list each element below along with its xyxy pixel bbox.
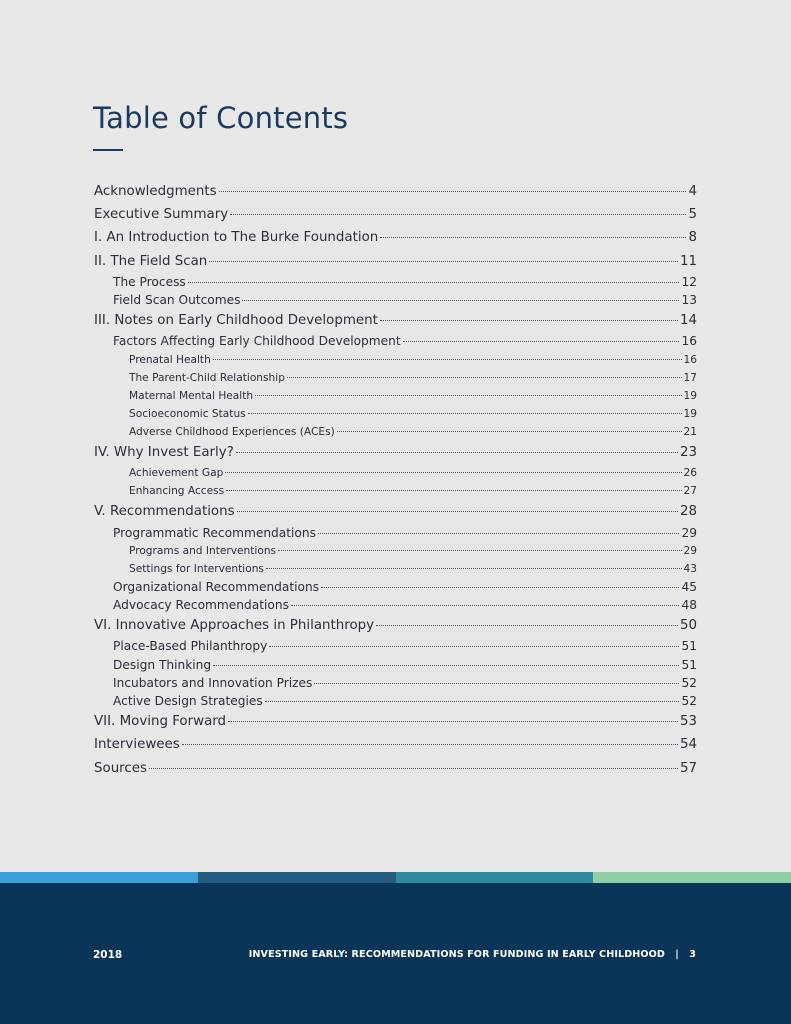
toc-entry-page: 13: [681, 292, 697, 307]
toc-entry-label: Maternal Mental Health: [129, 389, 254, 402]
toc-entry-label: II. The Field Scan: [94, 253, 208, 269]
toc-entry-page: 52: [681, 675, 697, 690]
toc-entry-page: 5: [688, 207, 697, 223]
toc-dot-leader: [265, 701, 680, 702]
toc-entry[interactable]: [94, 524, 697, 542]
toc-entry-page: 14: [679, 313, 697, 329]
toc-entry-label: Organizational Recommendations: [113, 579, 320, 594]
toc-entry-label: Active Design Strategies: [113, 694, 263, 709]
toc-dot-leader: [376, 625, 678, 626]
toc-dot-leader: [321, 587, 679, 588]
toc-entry-label: Settings for Interventions: [129, 562, 264, 575]
toc-entry-page: 45: [681, 579, 697, 594]
toc-entry-page: 16: [683, 353, 697, 366]
color-stripe: [396, 872, 594, 883]
toc-dot-leader: [209, 261, 678, 262]
toc-dot-leader: [225, 472, 681, 473]
toc-entry-page: 12: [681, 274, 697, 289]
table-of-contents: [94, 180, 697, 780]
toc-entry-page: 4: [688, 184, 697, 199]
toc-entry-label: Socioeconomic Status: [129, 407, 246, 420]
toc-dot-leader: [291, 605, 680, 606]
toc-entry-page: 8: [688, 230, 697, 246]
color-stripe: [0, 872, 198, 883]
toc-dot-leader: [255, 395, 681, 396]
toc-entry-page: 53: [679, 714, 697, 730]
toc-entry[interactable]: [94, 351, 697, 369]
toc-dot-leader: [380, 237, 686, 238]
toc-entry[interactable]: [94, 500, 697, 523]
toc-dot-leader: [188, 282, 680, 283]
toc-entry-label: Prenatal Health: [129, 353, 211, 366]
toc-entry-label: Sources: [94, 760, 147, 776]
toc-entry-label: Place-Based Philanthropy: [113, 639, 268, 654]
toc-entry[interactable]: [94, 405, 697, 423]
toc-dot-leader: [337, 431, 682, 432]
toc-entry-page: 26: [683, 467, 697, 480]
toc-entry-label: Factors Affecting Early Childhood Development: [113, 334, 401, 349]
toc-entry-page: 19: [683, 407, 697, 420]
toc-entry-label: Incubators and Innovation Prizes: [113, 675, 313, 690]
toc-entry-label: Programmatic Recommendations: [113, 525, 316, 540]
toc-entry-label: VI. Innovative Approaches in Philanthropy: [94, 618, 375, 634]
toc-entry-label: Achievement Gap: [129, 467, 224, 480]
toc-entry[interactable]: [94, 757, 697, 780]
toc-dot-leader: [149, 768, 678, 769]
toc-dot-leader: [219, 191, 687, 192]
toc-dot-leader: [318, 533, 680, 534]
toc-entry[interactable]: [94, 482, 697, 500]
toc-entry-page: 50: [679, 618, 697, 634]
toc-entry-label: Advocacy Recommendations: [113, 598, 289, 613]
toc-entry[interactable]: [94, 226, 697, 249]
toc-entry[interactable]: [94, 596, 697, 614]
toc-entry-label: III. Notes on Early Childhood Development: [94, 313, 378, 329]
toc-entry-label: Design Thinking: [113, 657, 212, 672]
toc-entry[interactable]: [94, 423, 697, 441]
toc-entry-label: Adverse Childhood Experiences (ACEs): [129, 425, 335, 438]
toc-entry[interactable]: [94, 369, 697, 387]
toc-entry-label: VII. Moving Forward: [94, 714, 227, 730]
toc-entry-label: Programs and Interventions: [129, 544, 277, 557]
toc-entry-page: 54: [679, 737, 697, 753]
toc-dot-leader: [228, 721, 678, 722]
toc-entry[interactable]: [94, 578, 697, 596]
toc-dot-leader: [230, 214, 686, 215]
toc-dot-leader: [403, 341, 680, 342]
footer-title: INVESTING EARLY: RECOMMENDATIONS FOR FUNDING IN EARLY CHILDHOOD | 3: [248, 949, 696, 960]
toc-entry[interactable]: [94, 560, 697, 578]
toc-entry-label: Interviewees: [94, 737, 180, 753]
toc-entry-page: 29: [683, 544, 697, 557]
toc-entry-page: 29: [681, 525, 697, 540]
toc-entry-label: Enhancing Access: [129, 485, 225, 498]
footer-year: 2018: [93, 949, 123, 961]
toc-entry[interactable]: [94, 656, 697, 674]
toc-entry-page: 52: [681, 694, 697, 709]
toc-dot-leader: [213, 665, 679, 666]
toc-entry-page: 16: [681, 334, 697, 349]
toc-entry-label: The Process: [113, 274, 186, 289]
toc-dot-leader: [380, 320, 678, 321]
toc-dot-leader: [242, 300, 679, 301]
toc-entry-label: I. An Introduction to The Burke Foundation: [94, 230, 379, 246]
toc-entry-page: 51: [681, 639, 697, 654]
toc-entry[interactable]: [94, 733, 697, 756]
toc-entry[interactable]: [94, 674, 697, 692]
toc-entry-page: 57: [679, 760, 697, 776]
toc-dot-leader: [226, 490, 681, 491]
toc-entry-page: 43: [683, 562, 697, 575]
toc-entry-page: 21: [683, 425, 697, 438]
toc-entry-label: Executive Summary: [94, 207, 229, 223]
toc-entry-label: The Parent-Child Relationship: [129, 371, 285, 384]
toc-entry-page: 28: [679, 504, 697, 520]
toc-dot-leader: [314, 683, 679, 684]
toc-entry[interactable]: [94, 441, 697, 464]
toc-entry[interactable]: [94, 542, 697, 560]
toc-entry-label: Field Scan Outcomes: [113, 292, 241, 307]
toc-entry[interactable]: [94, 250, 697, 273]
toc-entry[interactable]: [94, 387, 697, 405]
toc-entry[interactable]: [94, 710, 697, 733]
color-stripe-bar: [0, 872, 791, 883]
toc-dot-leader: [287, 377, 682, 378]
toc-entry-page: 48: [681, 598, 697, 613]
toc-entry-page: 17: [683, 371, 697, 384]
toc-entry-label: V. Recommendations: [94, 504, 235, 520]
toc-entry[interactable]: [94, 464, 697, 482]
color-stripe: [593, 872, 791, 883]
toc-dot-leader: [213, 359, 682, 360]
toc-entry-page: 23: [679, 444, 697, 460]
toc-entry[interactable]: [94, 291, 697, 309]
toc-dot-leader: [266, 568, 682, 569]
toc-entry[interactable]: [94, 332, 697, 350]
toc-entry[interactable]: [94, 309, 697, 332]
toc-dot-leader: [182, 744, 678, 745]
toc-entry[interactable]: [94, 637, 697, 655]
toc-entry-page: 11: [679, 253, 697, 269]
page-title: Table of Contents: [93, 101, 349, 135]
toc-dot-leader: [269, 646, 679, 647]
toc-entry[interactable]: [94, 203, 697, 226]
toc-dot-leader: [248, 413, 682, 414]
toc-entry-page: 51: [681, 657, 697, 672]
toc-entry-label: Acknowledgments: [94, 184, 217, 199]
toc-entry[interactable]: [94, 180, 697, 203]
toc-entry[interactable]: [94, 692, 697, 710]
toc-entry[interactable]: [94, 273, 697, 291]
toc-dot-leader: [237, 511, 678, 512]
toc-entry[interactable]: [94, 614, 697, 637]
toc-entry-label: IV. Why Invest Early?: [94, 444, 234, 460]
title-underline: [93, 149, 123, 151]
page-footer: [0, 883, 791, 1024]
toc-dot-leader: [278, 550, 681, 551]
toc-entry-page: 27: [683, 485, 697, 498]
color-stripe: [198, 872, 396, 883]
toc-dot-leader: [236, 452, 678, 453]
toc-entry-page: 19: [683, 389, 697, 402]
